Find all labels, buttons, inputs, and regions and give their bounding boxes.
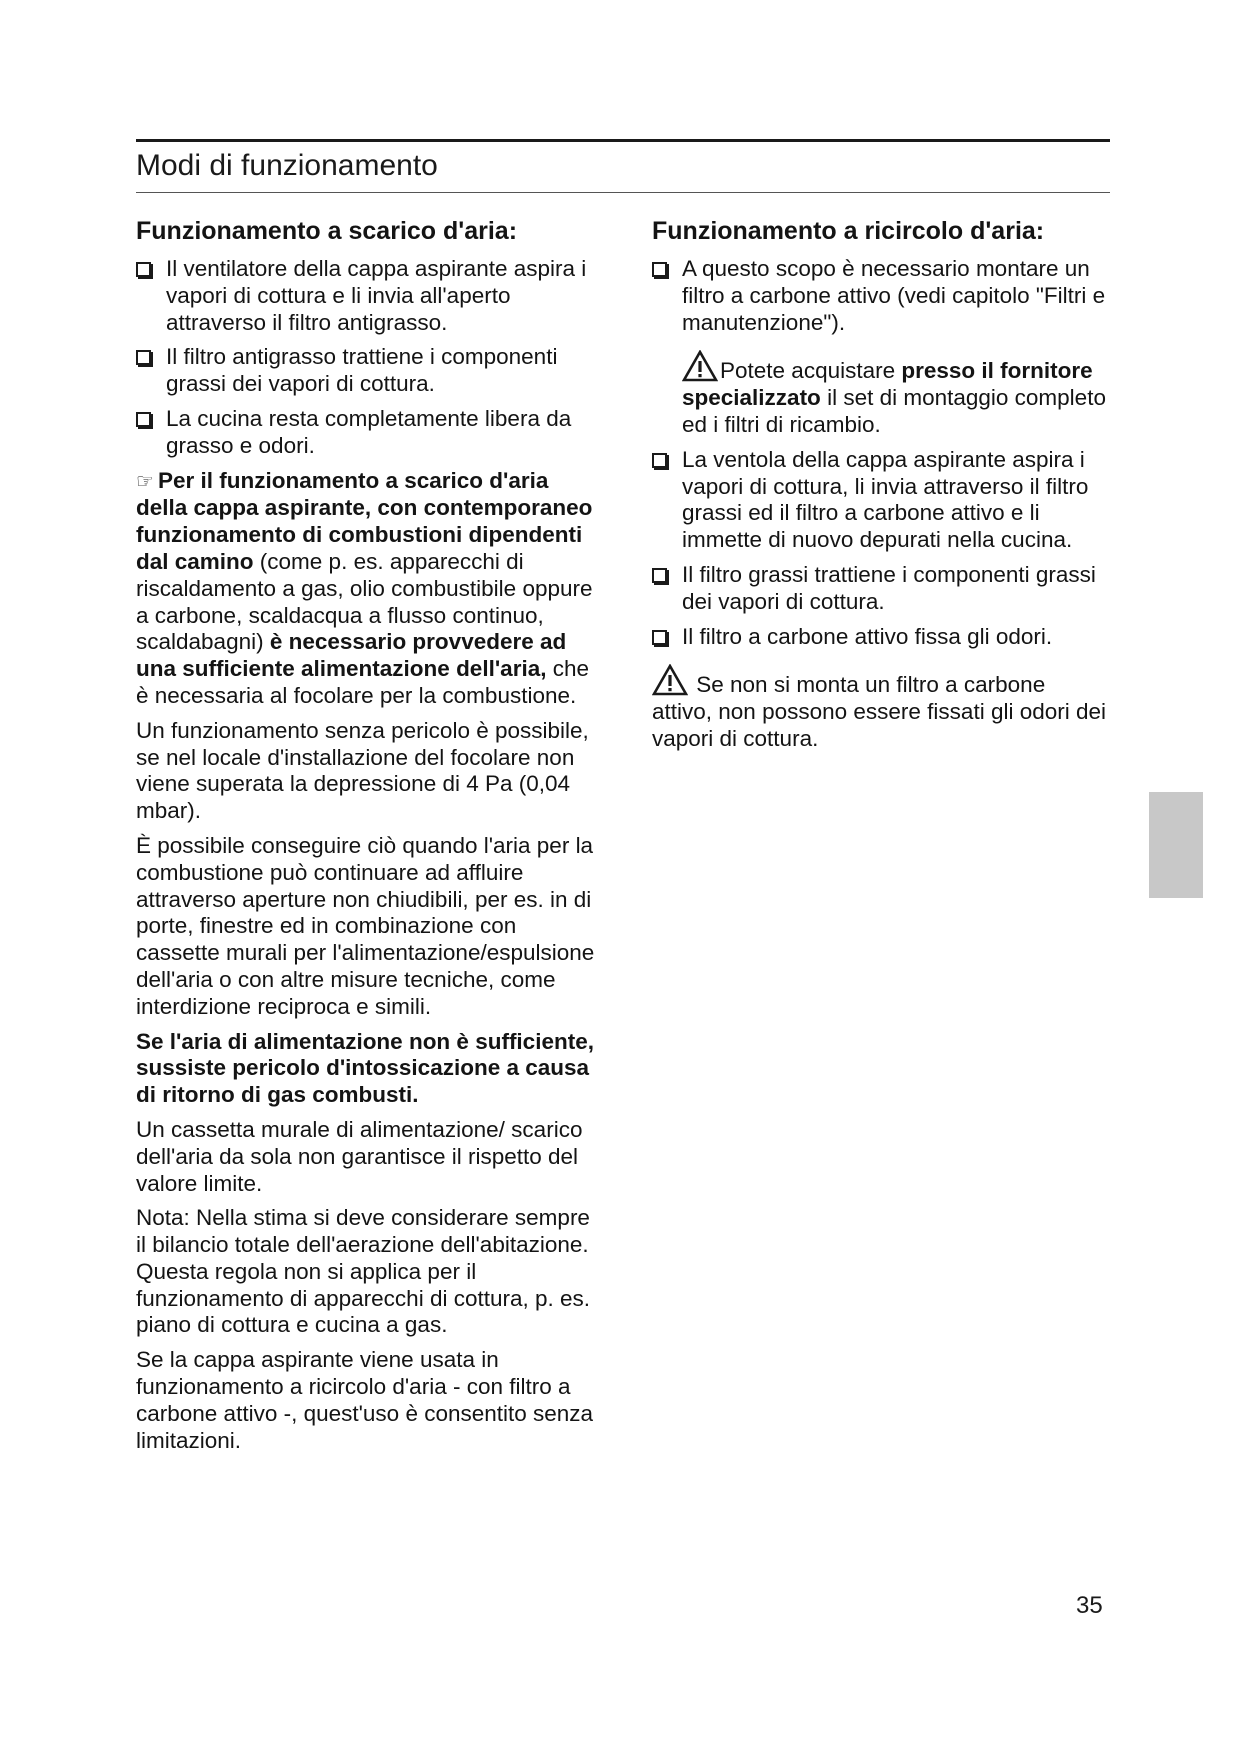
warning-intossicazione: Se l'aria di alimentazione non è sufficiente, sussiste pericolo d'intossicazione a causa di ritorno di gas combusti. bbox=[136, 1028, 594, 1108]
warning-triangle-icon bbox=[652, 664, 688, 696]
list-item: Il ventilatore della cappa aspirante aspira i vapori di cottura e li invia all'aperto attraverso il filtro antigrasso. bbox=[136, 256, 602, 336]
list-item: Il filtro a carbone attivo fissa gli odori. bbox=[652, 624, 1110, 651]
tip-note: Potete acquistare presso il fornitore specializzato il set di montaggio completo ed i filtri di ricambio. bbox=[652, 350, 1110, 438]
paragraph-depressione: Un funzionamento senza pericolo è possibile, se nel locale d'installazione del focolare non viene superata la depressione di 4 Pa (0,04 mbar). bbox=[136, 717, 589, 824]
chapter-tab-marker bbox=[1149, 792, 1203, 898]
checkbox-bullet-icon bbox=[652, 262, 667, 277]
right-column bbox=[652, 214, 1110, 761]
checkbox-bullet-icon bbox=[136, 412, 151, 427]
pointing-hand-icon: ☞ bbox=[136, 470, 154, 493]
list-item: La cucina resta completamente libera da grasso e odori. bbox=[136, 406, 602, 460]
paragraph-cassetta-murale: Un cassetta murale di alimentazione/ scarico dell'aria da sola non garantisce il rispetto del valore limite. bbox=[136, 1116, 583, 1196]
list-item: A questo scopo è necessario montare un filtro a carbone attivo (vedi capitolo "Filtri e manutenzione"). bbox=[652, 256, 1110, 336]
paragraph-aperture: È possibile conseguire ciò quando l'aria per la combustione può continuare ad affluire attraverso aperture non chiudibili, per es. in di porte, finestre ed in combinazione con cassette murali per l'alimentazione/espulsione dell'aria o con altre misure tecniche, come interdizione reciproca e simili. bbox=[136, 832, 595, 1019]
paragraph-nota: Nota: Nella stima si deve considerare sempre il bilancio totale dell'aerazione dell'abitazione. Questa regola non si applica per il funzionamento di apparecchi di cottura, p. es. piano di cottura e cucina a gas. bbox=[136, 1205, 591, 1338]
checkbox-bullet-icon bbox=[136, 262, 151, 277]
header-top-rule bbox=[136, 139, 1110, 142]
warning-odori: Se non si monta un filtro a carbone attivo, non possono essere fissati gli odori dei vapori di cottura. bbox=[652, 664, 1110, 752]
checkbox-bullet-icon bbox=[652, 568, 667, 583]
list-item: Il filtro grassi trattiene i componenti grassi dei vapori di cottura. bbox=[652, 562, 1110, 616]
header-bottom-rule bbox=[136, 192, 1110, 193]
left-column bbox=[136, 214, 602, 1462]
page-number: 35 bbox=[1076, 1592, 1103, 1619]
warning-triangle-icon bbox=[682, 350, 718, 382]
list-item: Il filtro antigrasso trattiene i componenti grassi dei vapori di cottura. bbox=[136, 344, 602, 398]
checkbox-bullet-icon bbox=[136, 350, 151, 365]
left-heading: Funzionamento a scarico d'aria: bbox=[136, 217, 518, 245]
paragraph-ricircolo: Se la cappa aspirante viene usata in funzionamento a ricircolo d'aria - con filtro a carbone attivo -, quest'uso è consentito senza limitazioni. bbox=[136, 1347, 594, 1453]
checkbox-bullet-icon bbox=[652, 453, 667, 468]
right-heading: Funzionamento a ricircolo d'aria: bbox=[652, 217, 1045, 245]
page-title: Modi di funzionamento bbox=[136, 149, 438, 182]
list-item: La ventola della cappa aspirante aspira i vapori di cottura, li invia attraverso il filtro grassi ed il filtro a carbone attivo e li immette di nuovo depurati nella cucina. bbox=[652, 447, 1110, 554]
important-note: ☞ Per il funzionamento a scarico d'aria della cappa aspirante, con contemporaneo funzionamento di combustioni dipendenti dal camino (come p. es. apparecchi di riscaldamento a gas, olio combustibile oppure a carbone, scaldacqua a flusso continuo, scaldabagni) è necessario provvedere ad una sufficiente alimentazione dell'aria, che è necessaria al focolare per la combustione. bbox=[136, 467, 593, 708]
checkbox-bullet-icon bbox=[652, 630, 667, 645]
